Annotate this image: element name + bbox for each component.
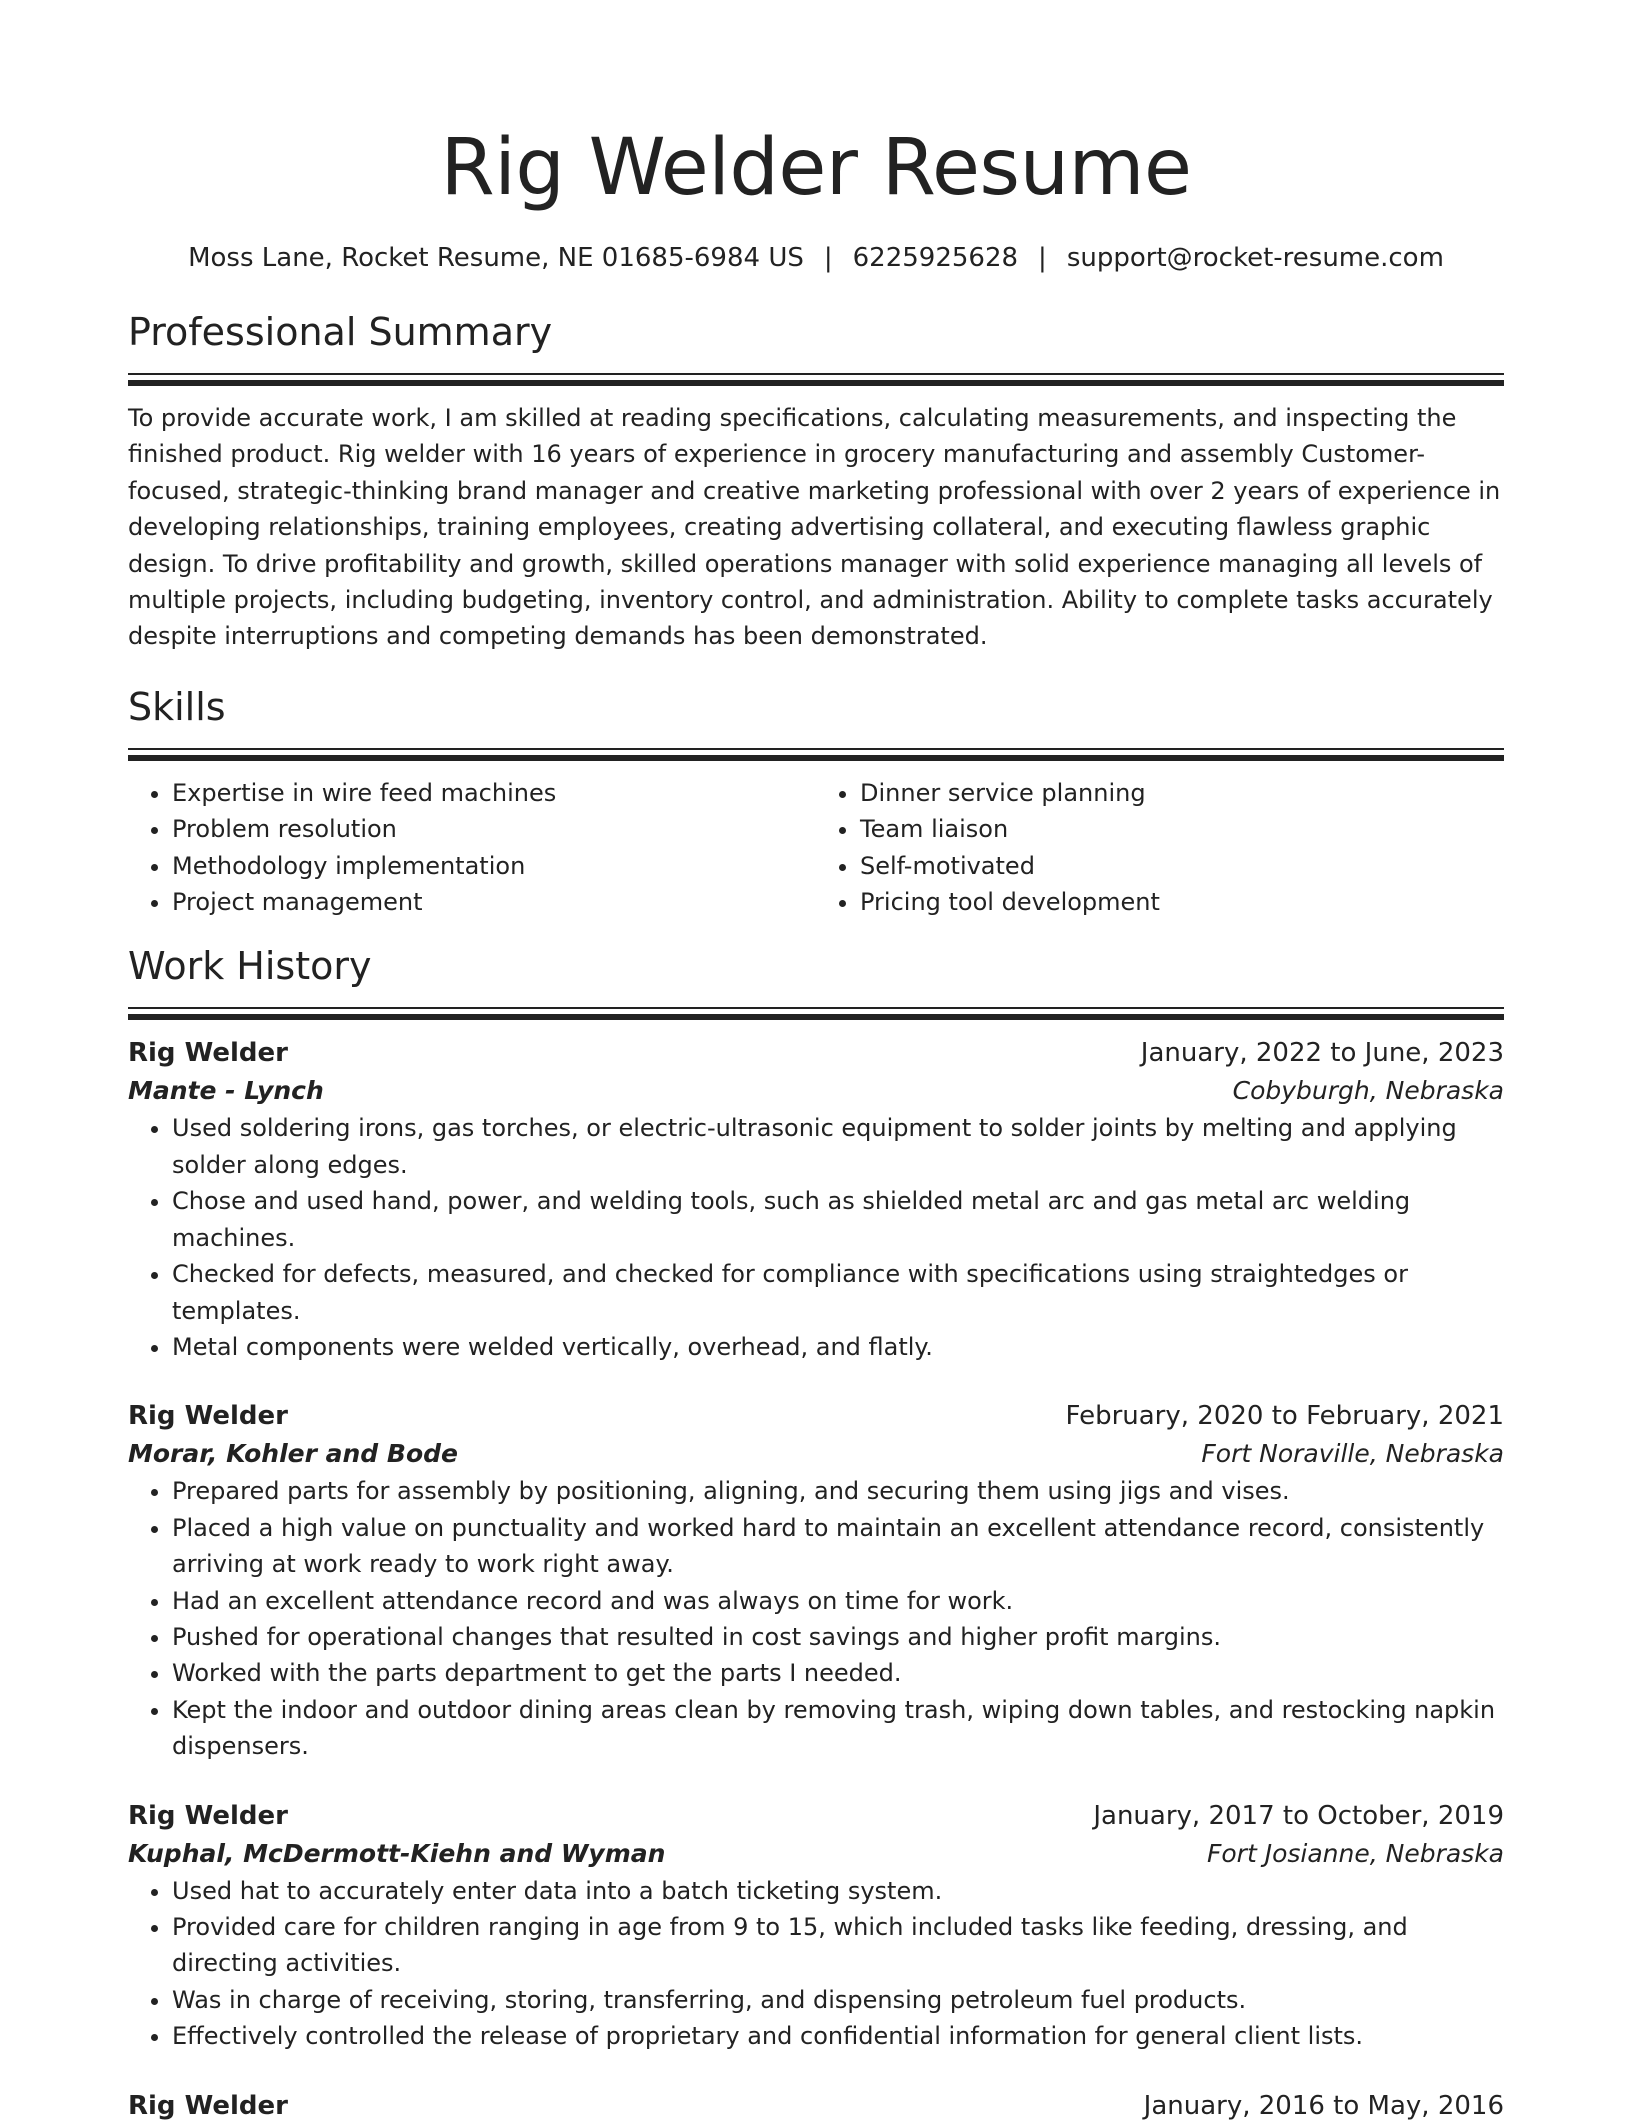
job-dates: January, 2022 to June, 2023 — [1140, 1038, 1504, 1069]
job-bullet: • Prepared parts for assembly by positioning, aligning, and securing them using jigs and vises. — [172, 1473, 1504, 1509]
skill-item: • Dinner service planning — [860, 775, 1504, 811]
job-bullets — [128, 1873, 1504, 2055]
skill-item: • Self-motivated — [860, 848, 1504, 884]
contact-phone: 6225925628 — [852, 243, 1019, 273]
skill-item: • Expertise in wire feed machines — [172, 775, 816, 811]
skills-section — [128, 683, 1504, 921]
contact-email[interactable]: support@rocket-resume.com — [1066, 243, 1444, 273]
skill-item: • Methodology implementation — [172, 848, 816, 884]
job-location: Fort Josianne, Nebraska — [1207, 1838, 1504, 1868]
skill-item: • Pricing tool development — [860, 884, 1504, 920]
job-bullet: • Had an excellent attendance record and was always on time for work. — [172, 1583, 1504, 1619]
section-divider — [128, 373, 1504, 386]
job-bullets — [128, 1473, 1504, 1764]
job-title: Rig Welder — [128, 2090, 288, 2121]
skills-list-left — [128, 775, 816, 921]
job-bullet: • Pushed for operational changes that resulted in cost savings and higher profit margins. — [172, 1619, 1504, 1655]
job-entry — [128, 2087, 1504, 2125]
summary-heading: Professional Summary — [128, 310, 553, 354]
job-subheader — [128, 1835, 1504, 1873]
job-header — [128, 1797, 1504, 1835]
job-bullet: • Chose and used hand, power, and welding tools, such as shielded metal arc and gas metal arc welding machines. — [172, 1183, 1504, 1256]
summary-text: To provide accurate work, I am skilled at reading specifications, calculating measurements, and inspecting the finished product. Rig welder with 16 years of experience in grocery manufacturing and assembly Customer-focused, strategic-thinking brand manager and creative marketing professional with over 2 years of experience in developing relationships, training employees, creating advertising collateral, and executing flawless graphic design. To drive profitability and growth, skilled operations manager with solid experience managing all levels of multiple projects, including budgeting, inventory control, and administration. Ability to complete tasks accurately despite interruptions and competing demands has been demonstrated. — [128, 404, 1501, 651]
job-entry — [128, 1034, 1504, 1365]
job-location: Fort Noraville, Nebraska — [1201, 1439, 1504, 1469]
job-header — [128, 1034, 1504, 1072]
job-bullet: • Used hat to accurately enter data into a batch ticketing system. — [172, 1873, 1504, 1909]
job-header — [128, 2087, 1504, 2125]
job-dates: January, 2016 to May, 2016 — [1143, 2090, 1504, 2121]
contact-address: Moss Lane, Rocket Resume, NE 01685-6984 US — [188, 243, 804, 273]
section-divider — [128, 1007, 1504, 1020]
job-bullet: • Kept the indoor and outdoor dining areas clean by removing trash, wiping down tables, and restocking napkin dispensers. — [172, 1692, 1504, 1765]
job-company: Mante - Lynch — [128, 1076, 324, 1106]
job-bullet: • Metal components were welded vertically, overhead, and flatly. — [172, 1329, 1504, 1365]
job-bullet: • Provided care for children ranging in age from 9 to 15, which included tasks like feeding, dressing, and directing activities. — [172, 1909, 1504, 1982]
job-bullet: • Used soldering irons, gas torches, or electric-ultrasonic equipment to solder joints by melting and applying solder along edges. — [172, 1110, 1504, 1183]
job-title: Rig Welder — [128, 1800, 288, 1831]
contact-separator: | — [823, 243, 833, 273]
skill-item: • Project management — [172, 884, 816, 920]
contact-separator: | — [1038, 243, 1047, 273]
skill-item: • Team liaison — [860, 811, 1504, 847]
job-title: Rig Welder — [128, 1038, 288, 1069]
job-location: Cobyburgh, Nebraska — [1232, 1076, 1504, 1106]
job-bullet: • Worked with the parts department to get the parts I needed. — [172, 1655, 1504, 1691]
skills-grid — [128, 775, 1504, 921]
resume-title: Rig Welder Resume — [440, 123, 1192, 213]
summary-section — [128, 308, 1504, 655]
work-history-heading: Work History — [128, 944, 372, 989]
job-dates: January, 2017 to October, 2019 — [1093, 1800, 1504, 1831]
skill-item: • Problem resolution — [172, 811, 816, 847]
section-divider — [128, 748, 1504, 761]
job-bullet: • Was in charge of receiving, storing, transferring, and dispensing petroleum fuel products. — [172, 1982, 1504, 2018]
job-entry — [128, 1797, 1504, 2055]
job-dates: February, 2020 to February, 2021 — [1065, 1401, 1504, 1432]
job-company: Morar, Kohler and Bode — [128, 1439, 458, 1469]
job-header — [128, 1397, 1504, 1435]
job-bullet: • Effectively controlled the release of proprietary and confidential information for general client lists. — [172, 2018, 1504, 2054]
skills-list-right — [816, 775, 1504, 921]
work-history-section — [128, 942, 1504, 2124]
job-subheader — [128, 1072, 1504, 1110]
job-title: Rig Welder — [128, 1401, 288, 1432]
job-subheader — [128, 1435, 1504, 1473]
job-bullets — [128, 1110, 1504, 1365]
skills-heading: Skills — [128, 684, 226, 729]
job-entry — [128, 1397, 1504, 1764]
contact-line — [128, 240, 1504, 276]
job-bullet: • Placed a high value on punctuality and worked hard to maintain an excellent attendance record, consistently arriving at work ready to work right away. — [172, 1510, 1504, 1583]
job-company: Kuphal, McDermott-Kiehn and Wyman — [128, 1838, 666, 1868]
job-bullet: • Checked for defects, measured, and checked for compliance with specifications using straightedges or templates. — [172, 1256, 1504, 1329]
